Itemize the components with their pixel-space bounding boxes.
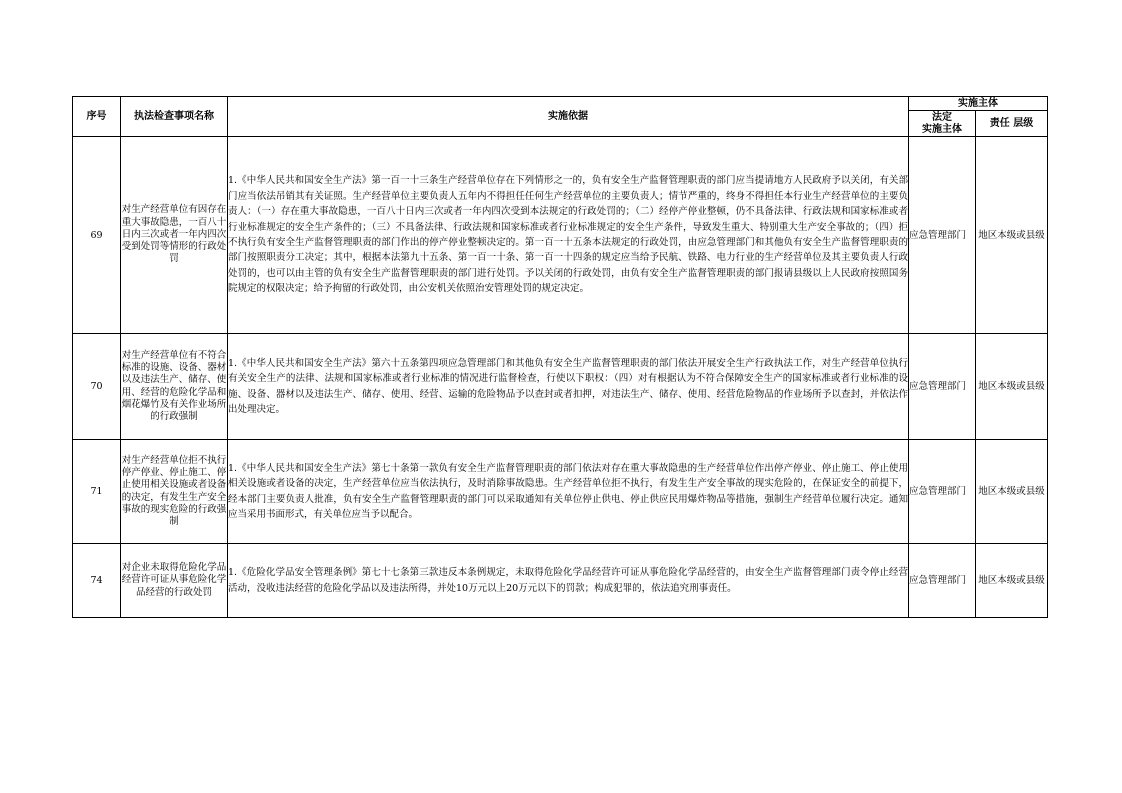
- row-basis: 1.《中华人民共和国安全生产法》第一百一十三条生产经营单位存在下列情形之一的，负有安全生产监督管理职责的部门应当提请地方人民政府予以关闭，有关部门应当依法吊销其有关证照。生产经营单位主要负责人五年内不得担任任何生产经营单位的主要负责人；情节严重的，终身不得担任本行业生产经营单位的主要负责人：（一）存在重大事故隐患，一百八十日内三次或者一年内四次受到本法规定的行政处罚的；（二）经停产停业整顿，仍不具备法律、行政法规和国家标准或者行业标准规定的安全生产条件的；（三）不具备法律、行政法规和国家标准或者行业标准规定的安全生产条件，导致发生重大、特别重大生产安全事故的；（四）拒不执行负有安全生产监督管理职责的部门作出的停产停业整顿决定的。第一百一十五条本法规定的行政处罚，由应急管理部门和其他负有安全生产监督管理职责的部门按照职责分工决定；其中，根据本法第九十五条、第一百一十条、第一百一十四条的规定应当给予民航、铁路、电力行业的生产经营单位及其主要负责人行政处罚的，也可以由主管的负有安全生产监督管理职责的部门进行处罚。予以关闭的行政处罚，由负有安全生产监督管理职责的部门报请县级以上人民政府按照国务院规定的权限决定；给予拘留的行政处罚，由公安机关依照治安管理处罚的规定决定。: [228, 137, 909, 334]
- row-item-name: 对生产经营单位有因存在重大事故隐患，一百八十日内三次或者一年内四次受到处罚等情形的行政处罚: [121, 137, 228, 334]
- row-basis: 1.《中华人民共和国安全生产法》第六十五条第四项应急管理部门和其他负有安全生产监督管理职责的部门依法开展安全生产行政执法工作，对生产经营单位执行有关安全生产的法律、法规和国家标准或者行业标准的情况进行监督检查，行使以下职权：（四）对有根据认为不符合保障安全生产的国家标准或者行业标准的设施、设备、器材以及违法生产、储存、使用、经营、运输的危险物品予以查封或者扣押，对违法生产、储存、使用、经营危险物品的作业场所予以查封，并依法作出处理决定。: [228, 334, 909, 440]
- row-level: 地区本级或县级: [976, 440, 1048, 544]
- row-level: 地区本级或县级: [976, 334, 1048, 440]
- table-row: [73, 137, 1048, 334]
- table-row: [73, 544, 1048, 618]
- row-legal-subject: 应急管理部门: [909, 137, 976, 334]
- row-legal-subject: 应急管理部门: [909, 334, 976, 440]
- row-level: 地区本级或县级: [976, 137, 1048, 334]
- row-legal-subject: 应急管理部门: [909, 544, 976, 618]
- header-level: 责任 层级: [976, 111, 1048, 137]
- row-seq: 71: [73, 440, 121, 544]
- header-basis: 实施依据: [228, 97, 909, 137]
- row-item-name: 对生产经营单位有不符合标准的设施、设备、器材以及违法生产、储存、使用、经营的危险化学品和烟花爆竹及有关作业场所的行政强制: [121, 334, 228, 440]
- row-basis: 1.《中华人民共和国安全生产法》第七十条第一款负有安全生产监督管理职责的部门依法对存在重大事故隐患的生产经营单位作出停产停业、停止施工、停止使用相关设施或者设备的决定，生产经营单位应当依法执行，及时消除事故隐患。生产经营单位拒不执行，有发生生产安全事故的现实危险的，在保证安全的前提下，经本部门主要负责人批准，负有安全生产监督管理职责的部门可以采取通知有关单位停止供电、停止供应民用爆炸物品等措施，强制生产经营单位履行决定。通知应当采用书面形式，有关单位应当予以配合。: [228, 440, 909, 544]
- header-item-name: 执法检查事项名称: [121, 97, 228, 137]
- row-basis: 1.《危险化学品安全管理条例》第七十七条第三款违反本条例规定，未取得危险化学品经营许可证从事危险化学品经营的，由安全生产监督管理部门责令停止经营活动，没收违法经营的危险化学品以及违法所得，并处10万元以上20万元以下的罚款；构成犯罪的，依法追究刑事责任。: [228, 544, 909, 618]
- row-seq: 69: [73, 137, 121, 334]
- table-row: [73, 334, 1048, 440]
- table-row: [73, 440, 1048, 544]
- row-legal-subject: 应急管理部门: [909, 440, 976, 544]
- row-seq: 70: [73, 334, 121, 440]
- row-item-name: 对生产经营单位拒不执行停产停业、停止施工、停止使用相关设施或者设备的决定，有发生生产安全事故的现实危险的行政强制: [121, 440, 228, 544]
- row-seq: 74: [73, 544, 121, 618]
- enforcement-table: [72, 96, 1048, 618]
- header-legal-subject: 法定 实施主体: [909, 111, 976, 137]
- row-level: 地区本级或县级: [976, 544, 1048, 618]
- header-seq: 序号: [73, 97, 121, 137]
- row-item-name: 对企业未取得危险化学品经营许可证从事危险化学品经营的行政处罚: [121, 544, 228, 618]
- header-subject: 实施主体: [909, 97, 1048, 111]
